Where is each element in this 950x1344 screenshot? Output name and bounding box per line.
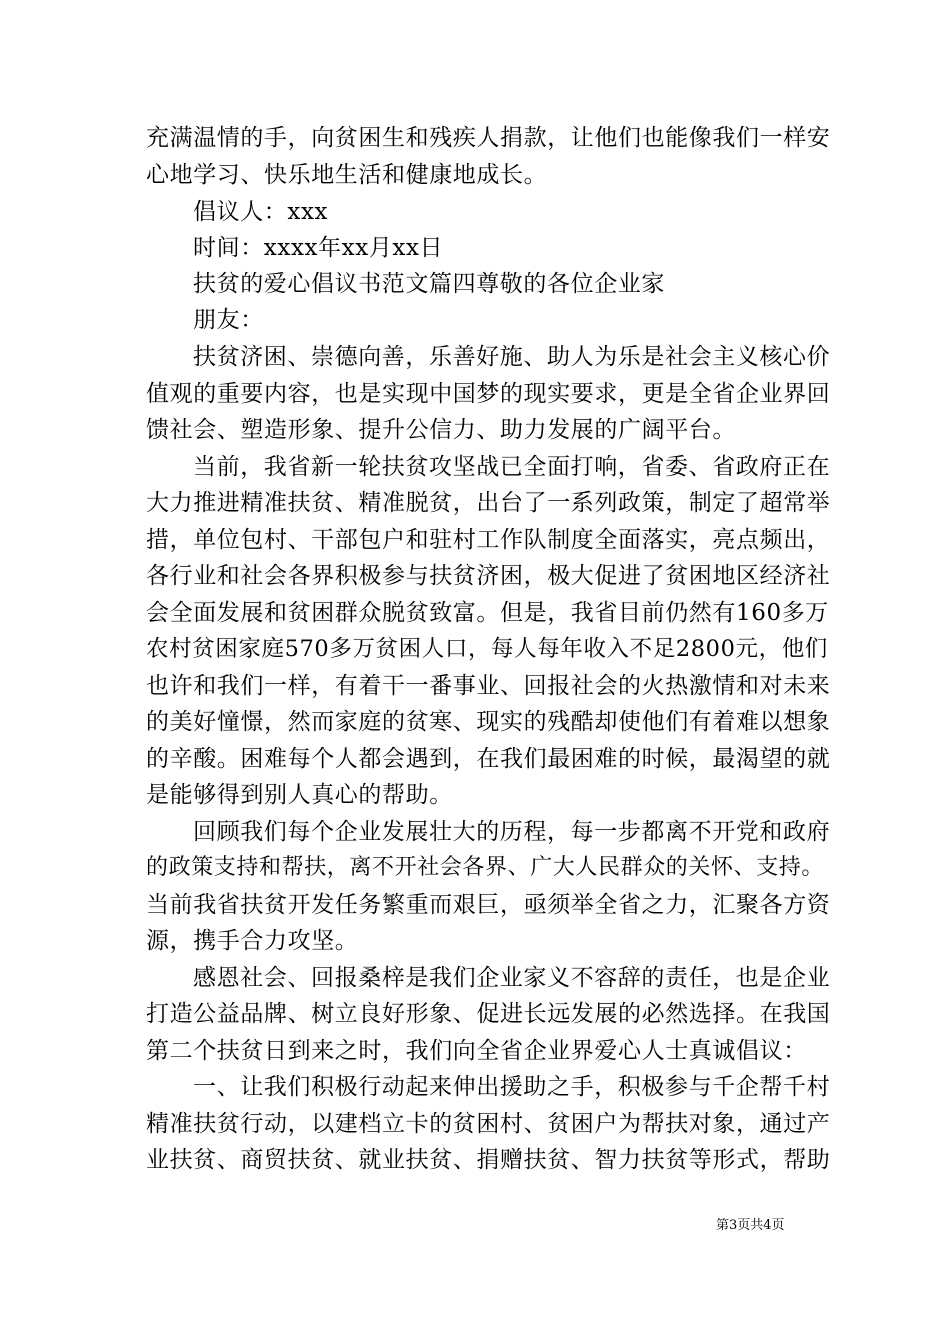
paragraph-line: 是能够得到别人真心的帮助。 bbox=[146, 782, 453, 808]
paragraph-line: 一、让我们积极行动起来伸出援助之手，积极参与千企帮千村 bbox=[193, 1074, 831, 1100]
paragraph-line: 也许和我们一样，有着干一番事业、回报社会的火热激情和对未来 bbox=[146, 673, 831, 699]
paragraph-line: 打造公益品牌、树立良好形象、促进长远发展的必然选择。在我国 bbox=[146, 1001, 831, 1027]
text-line: 心地学习、快乐地生活和健康地成长。 bbox=[146, 162, 548, 188]
paragraph-line: 当前我省扶贫开发任务繁重而艰巨，亟须举全省之力，汇聚各方资 bbox=[146, 892, 831, 918]
paragraph-line: 感恩社会、回报桑梓是我们企业家义不容辞的责任，也是企业 bbox=[193, 965, 831, 991]
signature-line: 倡议人：xxx bbox=[193, 199, 329, 225]
paragraph-line: 回顾我们每个企业发展壮大的历程，每一步都离不开党和政府 bbox=[193, 819, 831, 845]
paragraph-line: 精准扶贫行动，以建档立卡的贫困村、贫困户为帮扶对象，通过产 bbox=[146, 1111, 831, 1137]
paragraph-line: 各行业和社会各界积极参与扶贫济困，极大促进了贫困地区经济社 bbox=[146, 563, 831, 589]
paragraph-line: 措，单位包村、干部包户和驻村工作队制度全面落实，亮点频出， bbox=[146, 527, 831, 553]
date-line: 时间：xxxx年xx月xx日 bbox=[193, 235, 444, 261]
paragraph-line: 业扶贫、商贸扶贫、就业扶贫、捐赠扶贫、智力扶贫等形式，帮助 bbox=[146, 1147, 831, 1173]
paragraph-line: 大力推进精准扶贫、精准脱贫，出台了一系列政策，制定了超常举 bbox=[146, 490, 831, 516]
text-line: 充满温情的手，向贫困生和残疾人捐款，让他们也能像我们一样安 bbox=[146, 125, 831, 151]
paragraph-line: 扶贫济困、崇德向善，乐善好施、助人为乐是社会主义核心价 bbox=[193, 344, 831, 370]
paragraph-line: 的美好憧憬，然而家庭的贫寒、现实的残酷却使他们有着难以想象 bbox=[146, 709, 831, 735]
salutation: 朋友： bbox=[193, 307, 264, 333]
paragraph-line: 源，携手合力攻坚。 bbox=[146, 928, 359, 954]
paragraph-line: 的辛酸。困难每个人都会遇到，在我们最困难的时候，最渴望的就 bbox=[146, 746, 831, 772]
page-number: 第3页共4页 bbox=[716, 1218, 785, 1233]
paragraph-line: 第二个扶贫日到来之时，我们向全省企业界爱心人士真诚倡议： bbox=[146, 1038, 807, 1064]
paragraph-line: 值观的重要内容，也是实现中国梦的现实要求，更是全省企业界回 bbox=[146, 381, 831, 407]
paragraph-line: 会全面发展和贫困群众脱贫致富。但是，我省目前仍然有160多万 bbox=[146, 600, 829, 626]
paragraph-line: 馈社会、塑造形象、提升公信力、助力发展的广阔平台。 bbox=[146, 417, 736, 443]
paragraph-line: 农村贫困家庭570多万贫困人口，每人每年收入不足2800元，他们 bbox=[146, 636, 828, 662]
paragraph-line: 的政策支持和帮扶，离不开社会各界、广大人民群众的关怀、支持。 bbox=[146, 855, 825, 880]
section-heading: 扶贫的爱心倡议书范文篇四尊敬的各位企业家 bbox=[193, 271, 665, 297]
paragraph-line: 当前，我省新一轮扶贫攻坚战已全面打响，省委、省政府正在 bbox=[193, 454, 831, 480]
